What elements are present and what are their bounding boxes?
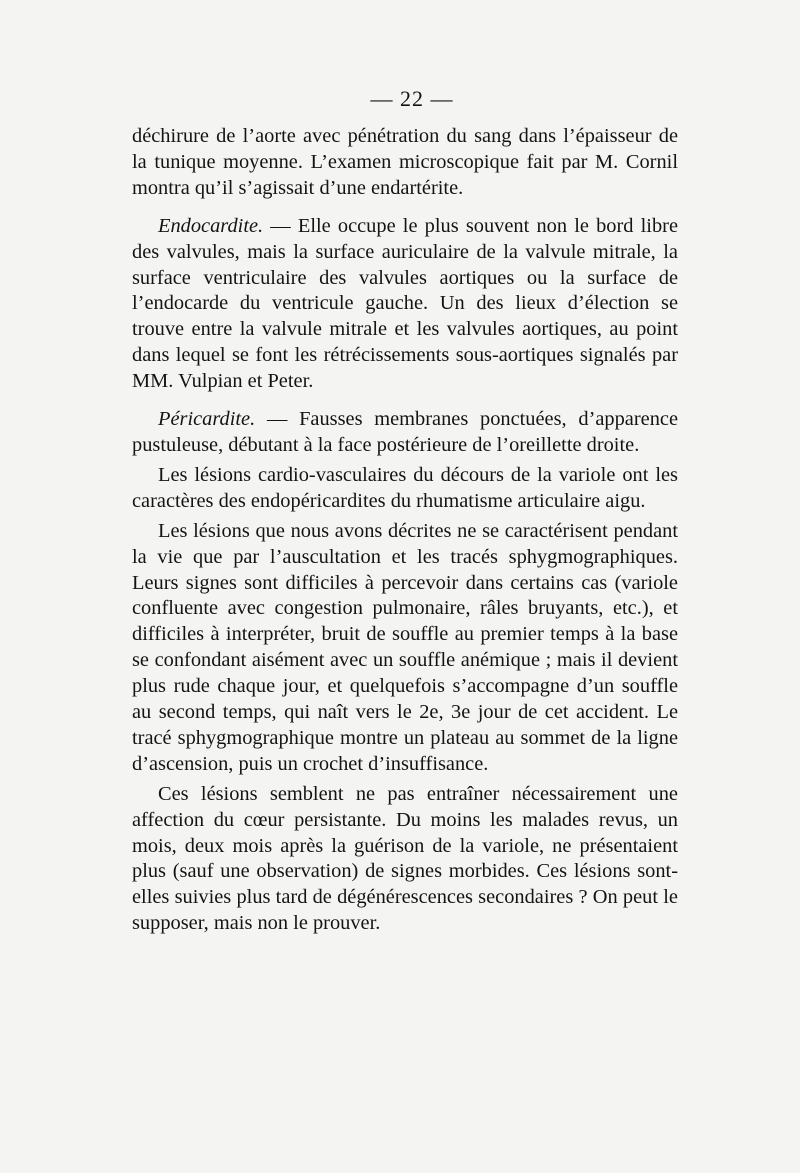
paragraph-lesions-signes-text: Les lésions que nous avons décrites ne se caractérisent pendant la vie que par l’auscultation et les tracés sphygmographiques. Leurs signes sont difficiles à percevoir dans certains cas (variole confluente avec congestion pulmonaire, râles bruyants, etc.), et difficiles à interpréter, bruit de souffle au premier temps à la base se confondant aisément avec un souffle anémique ; mais il devient plus rude chaque jour, et quelquefois s’accompagne d’un souffle au second temps, qui naît vers le 2e, 3e jour de cet accident. Le tracé sphygmographique montre un plateau au sommet de la ligne d’ascension, puis un crochet d’insuffisance. (132, 519, 678, 775)
paragraph-aorta-text: déchirure de l’aorte avec pénétration du sang dans l’épaisseur de la tunique moyenne. L’examen microscopique fait par M. Cornil montra qu’il s’agissait d’une endartérite. (132, 125, 678, 199)
paragraph-lesions-cardio-text: Les lésions cardio-vasculaires du décours de la variole ont les caractères des endopéricardites du rhumatisme articulaire aigu. (132, 463, 678, 512)
endocardite-text: — Elle occupe le plus souvent non le bord libre des valvules, mais la surface auriculaire de la valvule mitrale, la surface ventriculaire des valvules aortiques ou la surface de l’endocarde du ventricule gauche. Un des lieux d’élection se trouve entre la valvule mitrale et les valvules aortiques, au point dans lequel se font les rétrécissements sous-aortiques signalés par MM. Vulpian et Peter. (132, 214, 678, 393)
page-number (0, 86, 800, 112)
paragraph-aorta (132, 124, 678, 202)
pericardite-text: — Fausses membranes ponctuées, d’apparence pustuleuse, débutant à la face postérieure de l’oreillette droite. (132, 408, 678, 456)
paragraph-lesions-evolution (132, 782, 678, 937)
paragraph-lesions-evolution-text: Ces lésions semblent ne pas entraîner nécessairement une affection du cœur persistante. Du moins les malades revus, un mois, deux mois après la guérison de la variole, ne présentaient plus (sauf une observation) de signes morbides. Ces lésions sont-elles suivies plus tard de dégénérescences secondaires ? On peut le supposer, mais non le prouver. (132, 782, 678, 935)
paragraph-lesions-cardio (132, 463, 678, 515)
paragraph-endocardite (132, 214, 678, 395)
endocardite-heading: Endocardite. (158, 214, 264, 237)
body-text (132, 124, 678, 937)
page-number-text: — 22 — (370, 86, 454, 111)
pericardite-heading: Péricardite. (158, 408, 256, 431)
paragraph-pericardite (132, 407, 678, 459)
paragraph-lesions-signes (132, 519, 678, 778)
